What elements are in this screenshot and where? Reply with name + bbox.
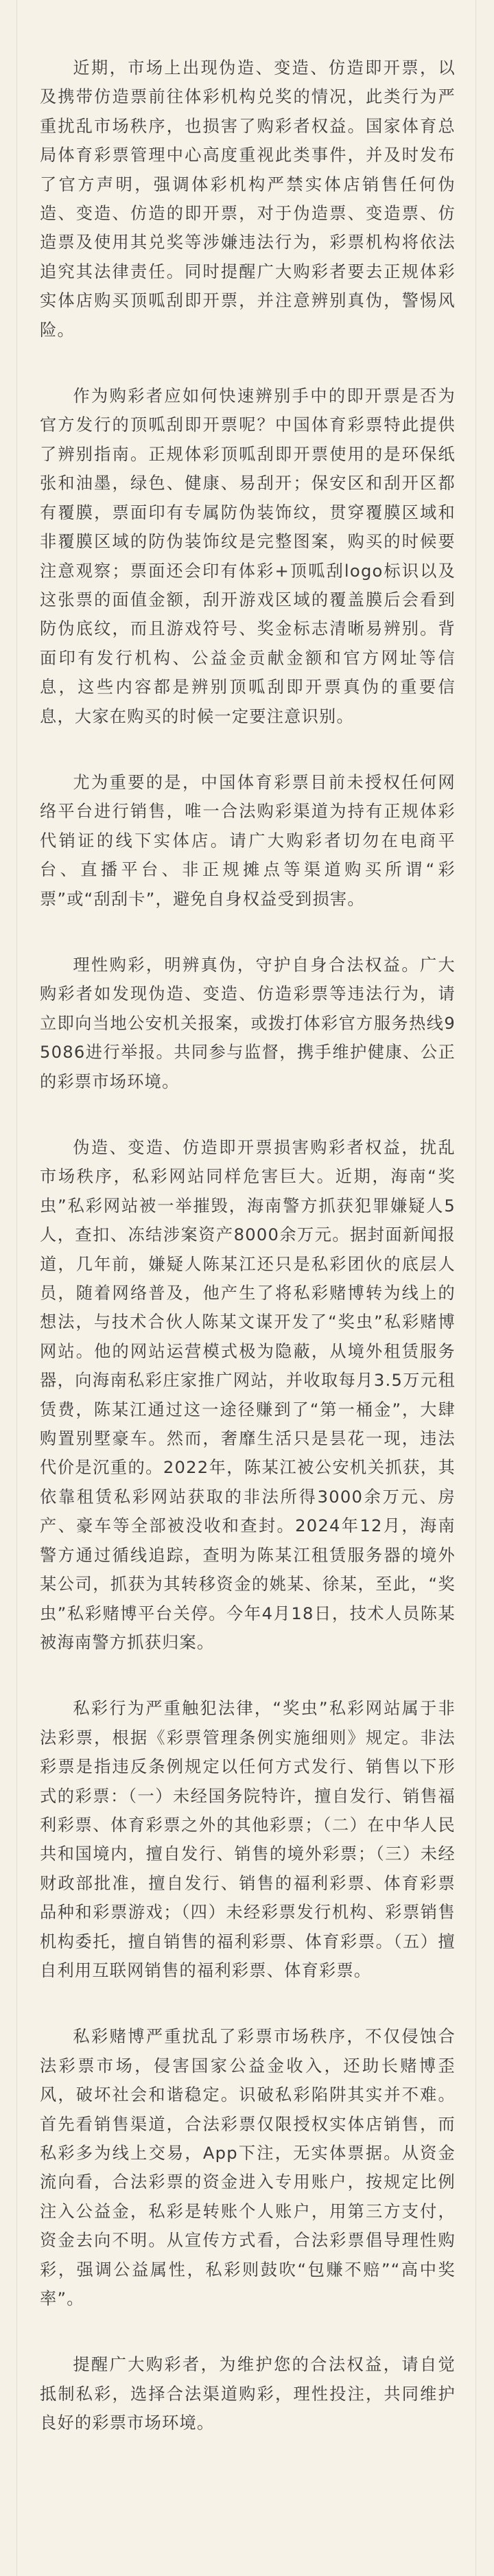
paragraph-6: 私彩行为严重触犯法律，“奖虫”私彩网站属于非法彩票，根据《彩票管理条例实施细则》规定。非法彩票是指违反条例规定以任何方式发行、销售以下形式的彩票：（一）未经国务院特许，擅自发行、销售福利彩票、体育彩票之外的其他彩票；（二）在中华人民共和国境内，擅自发行、销售的境外彩票；（三）未经财政部批准，擅自发行、销售的福利彩票、体育彩票品种和彩票游戏；（四）未经彩票发行机构、彩票销售机构委托，擅自销售的福利彩票、体育彩票。（五）擅自利用互联网销售的福利彩票、体育彩票。 [40,1699,456,1980]
paragraph-3: 尤为重要的是，中国体育彩票目前未授权任何网络平台进行销售，唯一合法购彩渠道为持有正规体彩代销证的线下实体店。请广大购彩者切勿在电商平台、直播平台、非正规摊点等渠道购买所谓“彩票”或“刮刮卡”，避免自身权益受到损害。 [40,772,456,909]
paragraph-4: 理性购彩，明辨真伪，守护自身合法权益。广大购彩者如发现伪造、变造、仿造彩票等违法行为，请立即向当地公安机关报案，或拨打体彩官方服务热线95086进行举报。共同参与监督，携手维护健康、公正的彩票市场环境。 [40,955,456,1091]
paragraph-8: 提醒广大购彩者，为维护您的合法权益，请自觉抵制私彩，选择合法渠道购彩，理性投注，共同维护良好的彩票市场环境。 [40,2355,456,2433]
paragraph-7: 私彩赌博严重扰乱了彩票市场秩序，不仅侵蚀合法彩票市场，侵害国家公益金收入，还助长赌博歪风，破坏社会和谐稳定。识破私彩陷阱其实并不难。首先看销售渠道，合法彩票仅限授权实体店销售，而私彩多为线上交易，App下注，无实体票据。从资金流向看，合法彩票的资金进入专用账户，按规定比例注入公益金，私彩是转账个人账户，用第三方支付，资金去向不明。从宣传方式看，合法彩票倡导理性购彩，强调公益属性，私彩则鼓吹“包赚不赔”“高中奖率”。 [40,2027,456,2309]
article-body [40,54,456,2438]
paragraph-1: 近期，市场上出现伪造、变造、仿造即开票，以及携带仿造票前往体彩机构兑奖的情况，此类行为严重扰乱市场秩序，也损害了购彩者权益。国家体育总局体育彩票管理中心高度重视此类事件，并及时发布了官方声明，强调体彩机构严禁实体店销售任何伪造、变造、仿造的即开票，对于伪造票、变造票、仿造票及使用其兑奖等涉嫌违法行为，彩票机构将依法追究其法律责任。同时提醒广大购彩者要去正规体彩实体店购买顶呱刮即开票，并注意辨别真伪，警惕风险。 [40,58,456,340]
paragraph-5: 伪造、变造、仿造即开票损害购彩者权益，扰乱市场秩序，私彩网站同样危害巨大。近期，海南“奖虫”私彩网站被一举摧毁，海南警方抓获犯罪嫌疑人5人，查扣、冻结涉案资产8000余万元。据封面新闻报道，几年前，嫌疑人陈某江还只是私彩团伙的底层人员，随着网络普及，他产生了将私彩赌博转为线上的想法，与技术合伙人陈某文谋开发了“奖虫”私彩赌博网站。他的网站运营模式极为隐蔽，从境外租赁服务器，向海南私彩庄家推广网站，并收取每月3.5万元租赁费，陈某江通过这一途径赚到了“第一桶金”，大肆购置别墅豪车。然而，奢靡生活只是昙花一现，违法代价是沉重的。2022年，陈某江被公安机关抓获，其依靠租赁私彩网站获取的非法所得3000余万元、房产、豪车等全部被没收和查封。2024年12月，海南警方通过循线追踪，查明为陈某江租赁服务器的境外某公司，抓获为其转移资金的姚某、徐某，至此，“奖虫”私彩赌博平台关停。今年4月18日，技术人员陈某被海南警方抓获归案。 [40,1138,456,1652]
paragraph-2: 作为购彩者应如何快速辨别手中的即开票是否为官方发行的顶呱刮即开票呢？中国体育彩票特此提供了辨别指南。正规体彩顶呱刮即开票使用的是环保纸张和油墨，绿色、健康、易刮开；保安区和刮开区都有覆膜，票面印有专属防伪装饰纹，贯穿覆膜区域和非覆膜区域的防伪装饰纹是完整图案，购买的时候要注意观察；票面还会印有体彩+顶呱刮logo标识以及这张票的面值金额，刮开游戏区域的覆盖膜后会看到防伪底纹，而且游戏符号、奖金标志清晰易辨别。背面印有发行机构、公益金贡献金额和官方网址等信息，这些内容都是辨别顶呱刮即开票真伪的重要信息，大家在购买的时候一定要注意识别。 [40,386,456,726]
